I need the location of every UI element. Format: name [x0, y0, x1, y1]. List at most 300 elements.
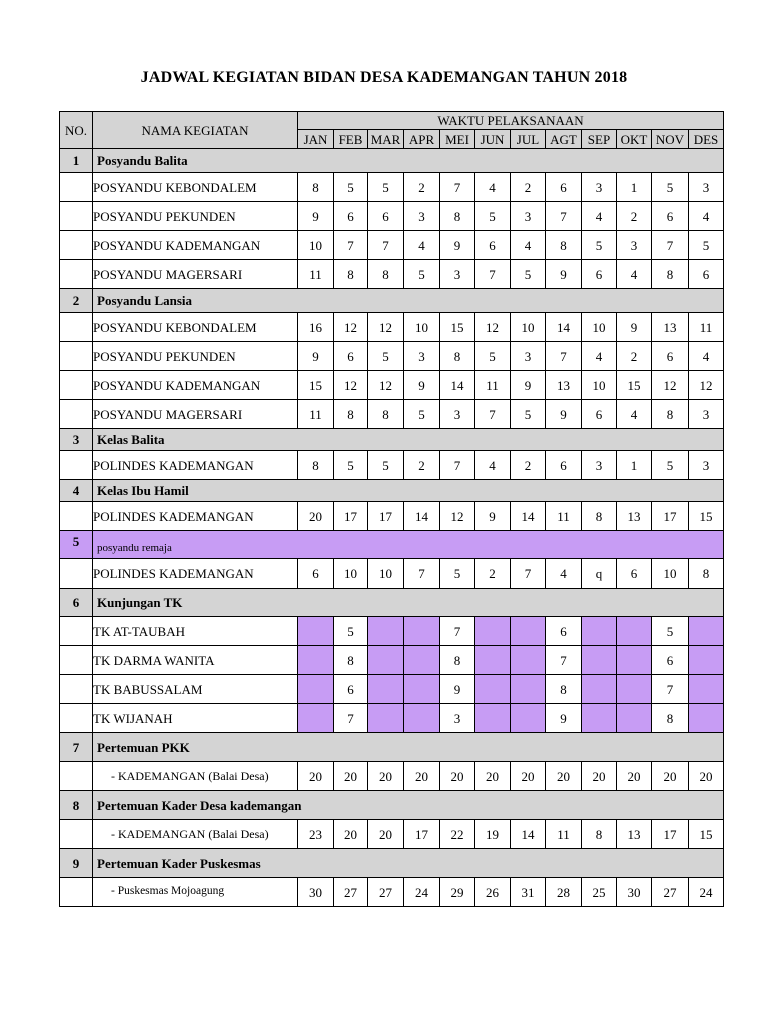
section-title: Pertemuan PKK [93, 733, 724, 762]
value-cell-okt: 15 [617, 371, 652, 400]
value-cell-apr: 2 [404, 173, 440, 202]
value-cell-des [689, 675, 724, 704]
schedule-table [59, 111, 724, 907]
value-cell-jul: 14 [511, 502, 546, 531]
section-title: Kelas Ibu Hamil [93, 480, 724, 502]
value-cell-okt [617, 704, 652, 733]
value-cell-des [689, 704, 724, 733]
section-header-row [60, 849, 724, 878]
value-cell-okt [617, 675, 652, 704]
value-cell-feb: 7 [334, 231, 368, 260]
value-cell-jul: 5 [511, 260, 546, 289]
value-cell-sep: 20 [582, 762, 617, 791]
row-number-cell [60, 202, 93, 231]
value-cell-jun: 9 [475, 502, 511, 531]
value-cell-mar: 8 [368, 400, 404, 429]
value-cell-des: 15 [689, 820, 724, 849]
value-cell-sep: 25 [582, 878, 617, 907]
value-cell-agt: 8 [546, 675, 582, 704]
value-cell-jul [511, 617, 546, 646]
value-cell-apr [404, 675, 440, 704]
value-cell-jun: 7 [475, 400, 511, 429]
activity-row [60, 820, 724, 849]
value-cell-jul [511, 704, 546, 733]
activity-row [60, 451, 724, 480]
row-number-cell [60, 342, 93, 371]
value-cell-des: 3 [689, 451, 724, 480]
value-cell-jun [475, 617, 511, 646]
value-cell-feb: 27 [334, 878, 368, 907]
value-cell-nov: 13 [652, 313, 689, 342]
value-cell-apr: 3 [404, 342, 440, 371]
section-header-row [60, 480, 724, 502]
value-cell-mei: 8 [440, 646, 475, 675]
value-cell-jun: 20 [475, 762, 511, 791]
value-cell-agt: 9 [546, 400, 582, 429]
value-cell-jun: 5 [475, 342, 511, 371]
activity-name: POLINDES KADEMANGAN [93, 502, 298, 531]
activity-row [60, 675, 724, 704]
value-cell-mei: 7 [440, 451, 475, 480]
value-cell-mei: 7 [440, 173, 475, 202]
value-cell-okt: 13 [617, 502, 652, 531]
value-cell-agt: 8 [546, 231, 582, 260]
activity-name: - KADEMANGAN (Balai Desa) [93, 820, 298, 849]
value-cell-mar: 5 [368, 451, 404, 480]
value-cell-mar: 20 [368, 820, 404, 849]
activity-row [60, 173, 724, 202]
value-cell-sep [582, 646, 617, 675]
value-cell-jan: 15 [298, 371, 334, 400]
value-cell-jun [475, 704, 511, 733]
value-cell-sep [582, 617, 617, 646]
value-cell-feb: 8 [334, 260, 368, 289]
value-cell-feb: 6 [334, 202, 368, 231]
section-number: 3 [60, 429, 93, 451]
value-cell-okt: 20 [617, 762, 652, 791]
value-cell-nov: 8 [652, 260, 689, 289]
value-cell-jul: 7 [511, 559, 546, 589]
activity-name: POSYANDU MAGERSARI [93, 260, 298, 289]
value-cell-feb: 5 [334, 617, 368, 646]
month-header-nov: NOV [652, 130, 689, 149]
value-cell-feb: 5 [334, 173, 368, 202]
value-cell-mei: 22 [440, 820, 475, 849]
value-cell-agt: 4 [546, 559, 582, 589]
value-cell-okt: 13 [617, 820, 652, 849]
value-cell-feb: 20 [334, 762, 368, 791]
section-number: 4 [60, 480, 93, 502]
value-cell-jan [298, 675, 334, 704]
value-cell-des: 3 [689, 400, 724, 429]
value-cell-jul: 9 [511, 371, 546, 400]
value-cell-jan: 8 [298, 451, 334, 480]
value-cell-mei: 7 [440, 617, 475, 646]
value-cell-feb: 17 [334, 502, 368, 531]
activity-row [60, 231, 724, 260]
value-cell-nov: 5 [652, 173, 689, 202]
section-header-row [60, 149, 724, 173]
value-cell-jun: 11 [475, 371, 511, 400]
value-cell-des: 11 [689, 313, 724, 342]
value-cell-jan: 9 [298, 342, 334, 371]
activity-name: POSYANDU KEBONDALEM [93, 313, 298, 342]
activity-name: TK DARMA WANITA [93, 646, 298, 675]
value-cell-jan: 10 [298, 231, 334, 260]
value-cell-apr: 14 [404, 502, 440, 531]
month-header-sep: SEP [582, 130, 617, 149]
value-cell-apr [404, 704, 440, 733]
row-number-cell [60, 260, 93, 289]
value-cell-okt: 30 [617, 878, 652, 907]
value-cell-agt: 11 [546, 820, 582, 849]
value-cell-mei: 15 [440, 313, 475, 342]
value-cell-des: 24 [689, 878, 724, 907]
header-row-1 [60, 112, 724, 130]
value-cell-agt: 7 [546, 646, 582, 675]
activity-row [60, 313, 724, 342]
value-cell-okt: 6 [617, 559, 652, 589]
row-number-cell [60, 675, 93, 704]
value-cell-sep: 10 [582, 371, 617, 400]
value-cell-des: 15 [689, 502, 724, 531]
value-cell-mar: 10 [368, 559, 404, 589]
row-number-cell [60, 451, 93, 480]
value-cell-mar [368, 704, 404, 733]
value-cell-okt: 9 [617, 313, 652, 342]
activity-row [60, 762, 724, 791]
value-cell-okt: 3 [617, 231, 652, 260]
document-title: JADWAL KEGIATAN BIDAN DESA KADEMANGAN TAHUN 2018 [140, 69, 628, 86]
activity-row [60, 559, 724, 589]
activity-name: POSYANDU KADEMANGAN [93, 371, 298, 400]
value-cell-sep: 10 [582, 313, 617, 342]
activity-name: POLINDES KADEMANGAN [93, 451, 298, 480]
value-cell-jun: 12 [475, 313, 511, 342]
month-header-mar: MAR [368, 130, 404, 149]
row-number-cell [60, 502, 93, 531]
value-cell-mar: 12 [368, 313, 404, 342]
activity-row [60, 502, 724, 531]
value-cell-jul [511, 675, 546, 704]
value-cell-mei: 9 [440, 231, 475, 260]
value-cell-mar: 17 [368, 502, 404, 531]
value-cell-jun [475, 646, 511, 675]
row-number-cell [60, 559, 93, 589]
header-no: NO. [60, 112, 93, 149]
value-cell-jan: 20 [298, 762, 334, 791]
month-header-jul: JUL [511, 130, 546, 149]
value-cell-nov: 6 [652, 646, 689, 675]
activity-name: POSYANDU KEBONDALEM [93, 173, 298, 202]
value-cell-nov: 7 [652, 675, 689, 704]
value-cell-apr [404, 617, 440, 646]
value-cell-jul: 5 [511, 400, 546, 429]
value-cell-feb: 6 [334, 342, 368, 371]
value-cell-feb: 5 [334, 451, 368, 480]
value-cell-mar: 8 [368, 260, 404, 289]
section-title: Posyandu Balita [93, 149, 724, 173]
value-cell-jul [511, 646, 546, 675]
month-header-jun: JUN [475, 130, 511, 149]
row-number-cell [60, 704, 93, 733]
row-number-cell [60, 231, 93, 260]
value-cell-apr: 24 [404, 878, 440, 907]
section-title: Kunjungan TK [93, 589, 724, 617]
value-cell-jun: 19 [475, 820, 511, 849]
value-cell-nov: 8 [652, 704, 689, 733]
value-cell-mei: 29 [440, 878, 475, 907]
value-cell-jul: 10 [511, 313, 546, 342]
activity-name: TK BABUSSALAM [93, 675, 298, 704]
activity-row [60, 371, 724, 400]
value-cell-des: 3 [689, 173, 724, 202]
value-cell-mar: 5 [368, 342, 404, 371]
row-number-cell [60, 820, 93, 849]
value-cell-mar: 20 [368, 762, 404, 791]
value-cell-feb: 12 [334, 313, 368, 342]
section-title: Pertemuan Kader Puskesmas [93, 849, 724, 878]
section-number: 7 [60, 733, 93, 762]
value-cell-apr: 10 [404, 313, 440, 342]
section-number: 9 [60, 849, 93, 878]
value-cell-des [689, 646, 724, 675]
value-cell-jan [298, 617, 334, 646]
value-cell-okt [617, 646, 652, 675]
value-cell-feb: 6 [334, 675, 368, 704]
value-cell-sep [582, 675, 617, 704]
value-cell-agt: 13 [546, 371, 582, 400]
value-cell-apr: 9 [404, 371, 440, 400]
value-cell-mar: 27 [368, 878, 404, 907]
value-cell-jan [298, 646, 334, 675]
value-cell-sep: 4 [582, 202, 617, 231]
value-cell-jan [298, 704, 334, 733]
section-number: 5 [60, 531, 93, 559]
value-cell-jul: 4 [511, 231, 546, 260]
month-header-jan: JAN [298, 130, 334, 149]
value-cell-agt: 20 [546, 762, 582, 791]
row-number-cell [60, 617, 93, 646]
value-cell-mei: 12 [440, 502, 475, 531]
value-cell-okt: 2 [617, 342, 652, 371]
value-cell-mar: 6 [368, 202, 404, 231]
value-cell-mei: 14 [440, 371, 475, 400]
row-number-cell [60, 762, 93, 791]
month-header-feb: FEB [334, 130, 368, 149]
row-number-cell [60, 173, 93, 202]
value-cell-agt: 6 [546, 451, 582, 480]
activity-name: - KADEMANGAN (Balai Desa) [93, 762, 298, 791]
value-cell-apr: 20 [404, 762, 440, 791]
value-cell-jul: 14 [511, 820, 546, 849]
value-cell-agt: 7 [546, 202, 582, 231]
row-number-cell [60, 371, 93, 400]
value-cell-jan: 11 [298, 400, 334, 429]
value-cell-sep: 3 [582, 451, 617, 480]
value-cell-jun: 26 [475, 878, 511, 907]
value-cell-feb: 8 [334, 400, 368, 429]
section-title: Posyandu Lansia [93, 289, 724, 313]
activity-row [60, 400, 724, 429]
value-cell-jan: 20 [298, 502, 334, 531]
section-number: 1 [60, 149, 93, 173]
value-cell-apr: 2 [404, 451, 440, 480]
value-cell-jul: 2 [511, 173, 546, 202]
activity-name: TK WIJANAH [93, 704, 298, 733]
section-header-row [60, 733, 724, 762]
value-cell-mar: 5 [368, 173, 404, 202]
value-cell-jan: 16 [298, 313, 334, 342]
value-cell-mei: 5 [440, 559, 475, 589]
value-cell-des: 4 [689, 342, 724, 371]
value-cell-nov: 17 [652, 502, 689, 531]
value-cell-agt: 9 [546, 260, 582, 289]
activity-name: POLINDES KADEMANGAN [93, 559, 298, 589]
value-cell-sep: 4 [582, 342, 617, 371]
value-cell-des: 20 [689, 762, 724, 791]
value-cell-mar [368, 617, 404, 646]
value-cell-nov: 5 [652, 451, 689, 480]
value-cell-apr [404, 646, 440, 675]
activity-row [60, 260, 724, 289]
value-cell-sep: 5 [582, 231, 617, 260]
value-cell-des: 12 [689, 371, 724, 400]
section-title: Kelas Balita [93, 429, 724, 451]
row-number-cell [60, 400, 93, 429]
section-header-row [60, 289, 724, 313]
value-cell-nov: 17 [652, 820, 689, 849]
value-cell-jan: 6 [298, 559, 334, 589]
value-cell-jul: 3 [511, 202, 546, 231]
value-cell-jan: 30 [298, 878, 334, 907]
value-cell-mei: 8 [440, 202, 475, 231]
row-number-cell [60, 878, 93, 907]
value-cell-mei: 8 [440, 342, 475, 371]
section-header-row [60, 589, 724, 617]
activity-name: TK AT-TAUBAH [93, 617, 298, 646]
value-cell-jul: 2 [511, 451, 546, 480]
value-cell-jun: 7 [475, 260, 511, 289]
activity-row [60, 646, 724, 675]
value-cell-sep: 8 [582, 502, 617, 531]
value-cell-jun [475, 675, 511, 704]
value-cell-apr: 5 [404, 400, 440, 429]
value-cell-jul: 3 [511, 342, 546, 371]
activity-row [60, 704, 724, 733]
value-cell-jan: 11 [298, 260, 334, 289]
section-header-row [60, 429, 724, 451]
value-cell-mar [368, 675, 404, 704]
row-number-cell [60, 313, 93, 342]
value-cell-agt: 11 [546, 502, 582, 531]
month-header-des: DES [689, 130, 724, 149]
value-cell-okt: 2 [617, 202, 652, 231]
value-cell-nov: 20 [652, 762, 689, 791]
value-cell-mar: 12 [368, 371, 404, 400]
value-cell-sep: 8 [582, 820, 617, 849]
value-cell-nov: 6 [652, 342, 689, 371]
section-title: posyandu remaja [93, 531, 724, 559]
section-header-row [60, 791, 724, 820]
value-cell-agt: 6 [546, 173, 582, 202]
value-cell-jan: 23 [298, 820, 334, 849]
value-cell-des [689, 617, 724, 646]
value-cell-apr: 4 [404, 231, 440, 260]
value-cell-jul: 20 [511, 762, 546, 791]
activity-row [60, 617, 724, 646]
value-cell-agt: 7 [546, 342, 582, 371]
value-cell-nov: 8 [652, 400, 689, 429]
activity-row [60, 202, 724, 231]
value-cell-nov: 27 [652, 878, 689, 907]
value-cell-nov: 7 [652, 231, 689, 260]
value-cell-jun: 5 [475, 202, 511, 231]
section-number: 8 [60, 791, 93, 820]
value-cell-mar [368, 646, 404, 675]
value-cell-mar: 7 [368, 231, 404, 260]
value-cell-jun: 4 [475, 173, 511, 202]
section-number: 6 [60, 589, 93, 617]
activity-row [60, 342, 724, 371]
header-time: WAKTU PELAKSANAAN [298, 112, 724, 130]
value-cell-mei: 20 [440, 762, 475, 791]
value-cell-des: 4 [689, 202, 724, 231]
value-cell-sep: 6 [582, 260, 617, 289]
value-cell-des: 6 [689, 260, 724, 289]
value-cell-okt [617, 617, 652, 646]
activity-name: POSYANDU MAGERSARI [93, 400, 298, 429]
value-cell-okt: 1 [617, 173, 652, 202]
value-cell-jun: 2 [475, 559, 511, 589]
month-header-mei: MEI [440, 130, 475, 149]
activity-name: POSYANDU PEKUNDEN [93, 202, 298, 231]
value-cell-des: 5 [689, 231, 724, 260]
value-cell-apr: 7 [404, 559, 440, 589]
activity-name: POSYANDU PEKUNDEN [93, 342, 298, 371]
month-header-apr: APR [404, 130, 440, 149]
section-number: 2 [60, 289, 93, 313]
value-cell-feb: 20 [334, 820, 368, 849]
value-cell-des: 8 [689, 559, 724, 589]
value-cell-sep [582, 704, 617, 733]
value-cell-feb: 12 [334, 371, 368, 400]
value-cell-sep: 3 [582, 173, 617, 202]
month-header-agt: AGT [546, 130, 582, 149]
section-title: Pertemuan Kader Desa kademangan [93, 791, 724, 820]
activity-name: - Puskesmas Mojoagung [93, 878, 298, 907]
row-number-cell [60, 646, 93, 675]
value-cell-jun: 6 [475, 231, 511, 260]
value-cell-jan: 9 [298, 202, 334, 231]
value-cell-mei: 3 [440, 260, 475, 289]
value-cell-feb: 8 [334, 646, 368, 675]
value-cell-agt: 9 [546, 704, 582, 733]
value-cell-mei: 3 [440, 704, 475, 733]
value-cell-apr: 3 [404, 202, 440, 231]
value-cell-nov: 5 [652, 617, 689, 646]
value-cell-apr: 5 [404, 260, 440, 289]
activity-name: POSYANDU KADEMANGAN [93, 231, 298, 260]
value-cell-sep: q [582, 559, 617, 589]
value-cell-jun: 4 [475, 451, 511, 480]
schedule-body [60, 112, 724, 907]
value-cell-mei: 9 [440, 675, 475, 704]
value-cell-agt: 6 [546, 617, 582, 646]
section-header-row [60, 531, 724, 559]
month-header-okt: OKT [617, 130, 652, 149]
value-cell-mei: 3 [440, 400, 475, 429]
